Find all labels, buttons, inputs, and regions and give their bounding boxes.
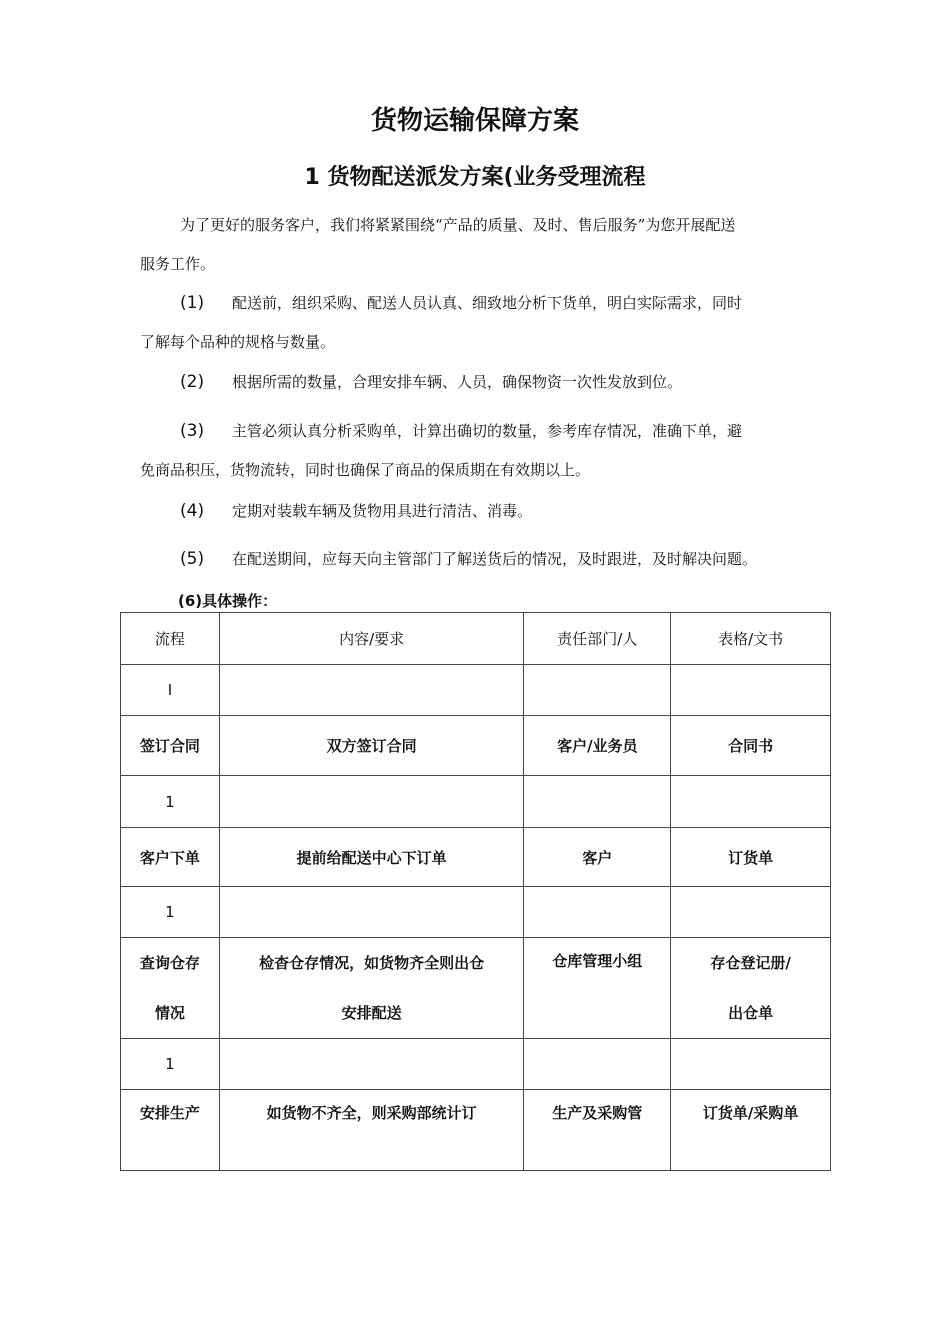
header-cell: 内容/要求 bbox=[219, 613, 524, 665]
table-cell bbox=[671, 938, 831, 1039]
item-text-cont: 免商品积压，货物流转，同时也确保了商品的保质期在有效期以上。 bbox=[140, 461, 591, 479]
table-cell bbox=[524, 665, 671, 716]
item-text: 根据所需的数量，合理安排车辆、人员，确保物资一次性发放到位。 bbox=[232, 373, 683, 391]
ops-label: (6)具体操作： bbox=[178, 592, 278, 610]
table-cell bbox=[219, 665, 524, 716]
list-item-2 bbox=[140, 363, 830, 402]
list-item-3 bbox=[140, 412, 830, 490]
header-cell: 表格/文书 bbox=[671, 613, 831, 665]
cell-line: 检杳仓存情况，如货物齐全则出仓 bbox=[259, 954, 485, 972]
item-text: 定期对装载车辆及货物用具进行清洁、消毒。 bbox=[232, 502, 533, 520]
cell-line: 存仓登记册/ bbox=[710, 954, 791, 972]
table-cell bbox=[219, 1039, 524, 1090]
item-text: 配送前，组织采购、配送人员认真、细致地分析下货单，明白实际需求，同时 bbox=[232, 294, 743, 312]
table-cell bbox=[219, 776, 524, 828]
table-row bbox=[121, 1090, 831, 1171]
table-row bbox=[121, 1039, 831, 1090]
document-title: 货物运输保障方案 bbox=[370, 106, 579, 136]
table-cell: 订货单/采购单 bbox=[671, 1090, 831, 1171]
cell-line: 出仓单 bbox=[728, 1004, 774, 1022]
table-cell: 生产及采购管 bbox=[524, 1090, 671, 1171]
cell-line: 安排配送 bbox=[341, 1004, 402, 1022]
table-cell bbox=[671, 887, 831, 938]
table-cell: 如货物不齐全，则采购部统计订 bbox=[219, 1090, 524, 1171]
item-number: (5) bbox=[180, 549, 205, 569]
item-number: (2) bbox=[180, 372, 205, 392]
table-row bbox=[121, 828, 831, 887]
table-cell: 提前给配送中心下订单 bbox=[219, 828, 524, 887]
table-row bbox=[121, 887, 831, 938]
list-item-4 bbox=[140, 492, 830, 531]
table-cell: 仓库管理小组 bbox=[524, 938, 671, 1039]
table-cell bbox=[671, 1039, 831, 1090]
list-item-1 bbox=[140, 284, 830, 362]
table-cell: 1 bbox=[121, 1039, 220, 1090]
process-table bbox=[120, 612, 831, 1171]
table-cell bbox=[219, 938, 524, 1039]
table-cell bbox=[121, 938, 220, 1039]
section-heading: 1 货物配送派发方案(业务受理流程 bbox=[304, 165, 646, 190]
intro-paragraph bbox=[140, 206, 830, 284]
header-cell: 流程 bbox=[121, 613, 220, 665]
cell-line: 情况 bbox=[154, 1004, 185, 1022]
table-cell: 签订合同 bbox=[121, 716, 220, 776]
table-cell bbox=[524, 776, 671, 828]
item-number: (4) bbox=[180, 501, 205, 521]
table-cell: 1 bbox=[121, 887, 220, 938]
item-text-cont: 了解每个品种的规格与数量。 bbox=[140, 333, 336, 351]
item-text: 主管必须认真分析采购单，计算出确切的数量，参考库存情况，准确下单，避 bbox=[232, 422, 743, 440]
table-cell: 合同书 bbox=[671, 716, 831, 776]
table-cell: 客户下单 bbox=[121, 828, 220, 887]
cell-line: 查询仓存 bbox=[139, 954, 200, 972]
table-cell: 1 bbox=[121, 776, 220, 828]
item-text: 在配送期间，应每天向主管部门了解送货后的情况，及时跟进，及时解决问题。 bbox=[232, 550, 758, 568]
table-cell bbox=[524, 887, 671, 938]
table-cell: 订货单 bbox=[671, 828, 831, 887]
table-cell: 安排生产 bbox=[121, 1090, 220, 1171]
table-row bbox=[121, 665, 831, 716]
item-number: (1) bbox=[180, 293, 205, 313]
table-header-row bbox=[121, 613, 831, 665]
table-cell: I bbox=[121, 665, 220, 716]
list-item-5 bbox=[140, 540, 830, 579]
table-cell bbox=[671, 776, 831, 828]
table-cell bbox=[524, 1039, 671, 1090]
table-cell bbox=[671, 665, 831, 716]
intro-line-1: 为了更好的服务客户，我们将紧紧围绕“产品的质量、及时、售后服务”为您开展配送 bbox=[180, 216, 736, 234]
table-cell bbox=[219, 887, 524, 938]
table-cell: 双方签订合同 bbox=[219, 716, 524, 776]
table-cell: 客户 bbox=[524, 828, 671, 887]
header-cell: 责任部门/人 bbox=[524, 613, 671, 665]
item-number: (3) bbox=[180, 421, 205, 441]
table-cell: 客户/业务员 bbox=[524, 716, 671, 776]
table-row bbox=[121, 776, 831, 828]
intro-line-2: 服务工作。 bbox=[140, 255, 216, 273]
table-row bbox=[121, 938, 831, 1039]
table-row bbox=[121, 716, 831, 776]
